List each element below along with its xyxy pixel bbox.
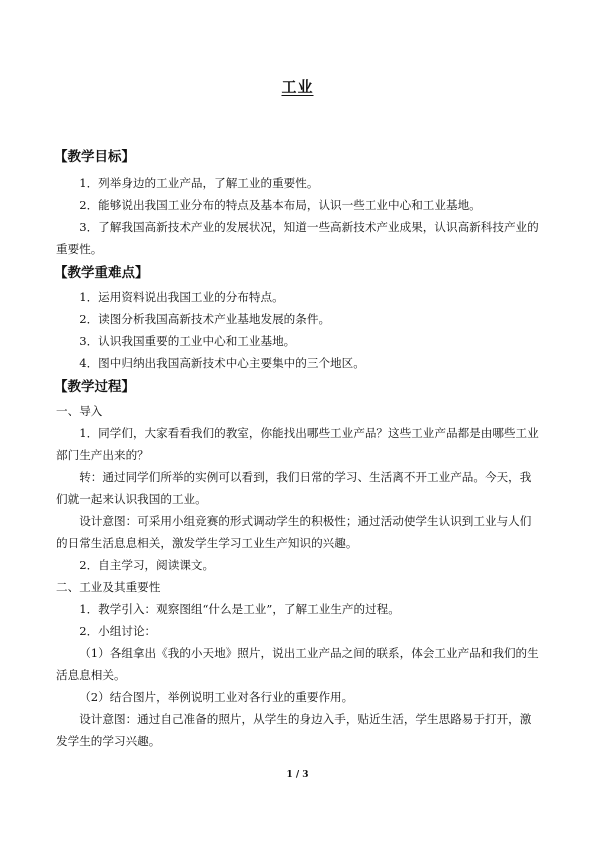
process-paragraph: 2．小组讨论： [79,624,157,638]
keypoint-item-2: 2．读图分析我国高新技术产业基地发展的条件。 [79,312,331,326]
section-heading-keypoints: 【教学重难点】 [54,265,149,281]
process-paragraph: （1）各组拿出《我的小天地》照片，说出工业产品之间的联系，体会工业产品和我们的生活息息相关。 [56,646,539,682]
process-section-1-title: 一、导入 [56,404,103,418]
keypoint-item-1: 1．运用资料说出我国工业的分布特点。 [79,290,284,304]
process-paragraph: 1．同学们，大家看看我们的教室，你能找出哪些工业产品？这些工业产品都是由哪些工业部门生产出来的？ [56,426,539,462]
section-heading-goals: 【教学目标】 [54,149,135,165]
page-number: 1 / 3 [286,770,309,780]
process-paragraph: 转：通过同学们所举的实例可以看到，我们日常的学习、生活离不开工业产品。今天，我们就一起来认识我国的工业。 [56,470,532,506]
process-paragraph: 设计意图：可采用小组竞赛的形式调动学生的积极性；通过活动使学生认识到工业与人们的日常生活息息相关，激发学生学习工业生产知识的兴趣。 [56,514,532,550]
process-paragraph: 1．教学引入：观察图组“什么是工业”，了解工业生产的过程。 [79,602,400,616]
goal-item-3: 3．了解我国高新技术产业的发展状况，知道一些高新技术产业成果，认识高新科技产业的重要性。 [56,220,539,256]
keypoint-item-4: 4．图中归纳出我国高新技术中心主要集中的三个地区。 [79,356,365,370]
goal-item-1: 1．列举身边的工业产品，了解工业的重要性。 [79,176,319,190]
document-body [56,146,540,752]
process-paragraph: （2）结合图片，举例说明工业对各行业的重要作用。 [79,690,354,704]
keypoint-item-3: 3．认识我国重要的工业中心和工业基地。 [79,334,296,348]
page-title: 工业 [281,78,314,96]
process-section-2-title: 二、工业及其重要性 [56,580,161,594]
process-paragraph: 设计意图：通过自己准备的照片，从学生的身边入手，贴近生活，学生思路易于打开，激发学生的学习兴趣。 [56,712,532,748]
process-paragraph: 2．自主学习，阅读课文。 [79,558,215,572]
goal-item-2: 2．能够说出我国工业分布的特点及基本布局，认识一些工业中心和工业基地。 [79,198,481,212]
section-heading-process: 【教学过程】 [54,379,135,395]
